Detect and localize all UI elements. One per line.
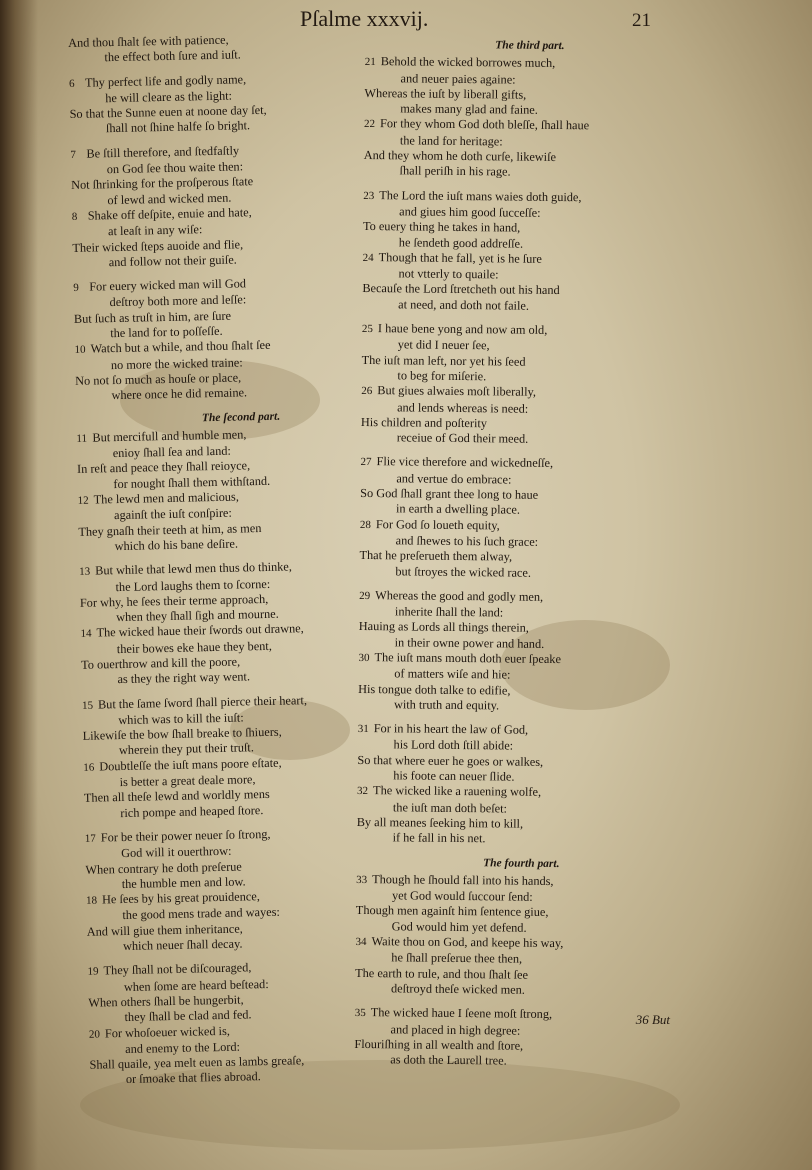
verse-text: Flouriſhing in all wealth and ſtore, — [354, 1036, 524, 1053]
verse-text: they ſhall be clad and fed. — [124, 1007, 252, 1025]
verse-text: the land for heritage: — [399, 133, 503, 149]
verse-text: Though he ſhould fall into his hands, — [372, 871, 554, 888]
verse-text: and vertue do embrace: — [396, 471, 512, 487]
verse-text: which do his bane deſire. — [114, 536, 239, 554]
verse-number: 10 — [74, 344, 86, 357]
verse-text: But giues alwaies moſt liberally, — [377, 383, 537, 400]
verse-number: 15 — [81, 699, 94, 712]
verse-text: Shake off deſpite, enuie and hate, — [87, 205, 252, 223]
stanza — [68, 29, 399, 66]
verse-text: where once he did remaine. — [111, 385, 248, 403]
verse-number: 13 — [79, 565, 91, 579]
verse-text: God will it ouerthrow: — [120, 844, 232, 861]
verse-text: The lewd men and malicious, — [93, 489, 239, 507]
verse-text: So that the Sunne euen at noone day ſet, — [69, 103, 267, 122]
stanza — [357, 721, 688, 849]
verse-text: his Lord doth ſtill abide: — [393, 737, 514, 754]
verse-text: for nought ſhall them withſtand. — [113, 473, 271, 491]
verse-text: rich pompe and heaped ſtore. — [120, 802, 264, 820]
verse-text: I haue bene yong and now am old, — [377, 321, 548, 337]
verse-text: So God ſhall grant thee long to haue — [360, 485, 539, 502]
verse-text: when ſome are heard beſtead: — [123, 976, 269, 994]
verse-text: inherite ſhall the land: — [394, 604, 504, 620]
verse-line — [362, 297, 692, 316]
stanza — [69, 69, 400, 138]
verse-text: Waite thou on God, and keepe his way, — [371, 934, 564, 951]
verse-line — [361, 430, 691, 449]
verse-number: 21 — [364, 56, 376, 69]
verse-number: 16 — [83, 761, 95, 774]
verse-text: For they whom God doth bleſſe, ſhall haue — [380, 116, 590, 133]
verse-text: as they the right way went. — [117, 669, 251, 687]
verse-text: Be ſtill therefore, and ſtedfaſtly — [86, 143, 240, 161]
verse-text: Watch but a while, and thou ſhalt ſee — [90, 338, 271, 356]
verse-line — [358, 697, 688, 716]
verse-text: he ſendeth good addreſſe. — [398, 234, 524, 251]
verse-number: 6 — [68, 77, 75, 90]
verse-number: 29 — [359, 589, 371, 602]
part-heading: The ſecond part. — [201, 410, 281, 424]
verse-text: The wicked haue I ſeene moſt ſtrong, — [370, 1005, 553, 1022]
verse-number: 28 — [359, 518, 371, 531]
verse-text: God would him yet defend. — [391, 919, 527, 935]
verse-text: For why, he ſees their terme approach, — [79, 591, 269, 610]
verse-text: Then all theſe lewd and worldly mens — [83, 787, 270, 806]
verse-number: 12 — [77, 494, 89, 507]
verse-text: no more the wicked traine: — [110, 355, 243, 372]
verse-text: and placed in high degree: — [390, 1021, 521, 1038]
verse-number: 14 — [80, 628, 92, 641]
verse-text: They ſhall not be diſcouraged, — [103, 960, 252, 978]
verse-number: 19 — [87, 965, 99, 979]
verse-text: deſtroy both more and leſſe: — [109, 292, 247, 310]
verse-text: if he fall in his net. — [392, 830, 486, 846]
verse-text: That he preſerueth them alway, — [359, 548, 513, 564]
verse-text: By all meanes ſeeking him to kill, — [356, 814, 524, 831]
verse-text: the Lord laughs them to ſcorne: — [115, 576, 271, 594]
verse-text: of lewd and wicked men. — [107, 190, 232, 207]
verse-number: 7 — [70, 148, 77, 161]
folio-number: 21 — [632, 10, 651, 31]
verse-text: The earth to rule, and thou ſhalt ſee — [355, 965, 529, 982]
verse-number: 34 — [355, 935, 367, 949]
verse-text: When contrary he doth preſerue — [85, 859, 242, 877]
verse-text: The wicked haue their ſwords out drawne, — [96, 621, 304, 640]
verse-text: enioy ſhall ſea and land: — [112, 443, 232, 461]
verse-text: againſt the iuſt conſpire: — [113, 505, 232, 523]
verse-text: and giues him good ſucceſſe: — [399, 204, 541, 220]
verse-text: and enemy to the Lord: — [125, 1039, 241, 1056]
part-heading: The fourth part. — [483, 856, 560, 870]
verse-text: And they whom he doth curſe, likewiſe — [363, 148, 557, 165]
verse-text: he ſhall preſerue thee then, — [391, 950, 523, 967]
verse-text: not vtterly to quaile: — [398, 266, 499, 282]
stanza — [364, 54, 695, 182]
verse-text: But the ſame ſword ſhall pierce their heart, — [97, 692, 308, 712]
verse-text: Likewiſe the bow ſhall breake to ſhiuers, — [82, 724, 282, 744]
verse-text: makes many glad and faine. — [400, 101, 538, 118]
verse-text: And thou ſhalt ſee with patience, — [68, 32, 229, 50]
verse-text: as doth the Laurell tree. — [390, 1052, 507, 1068]
verse-text: in their owne power and hand. — [394, 635, 545, 651]
verse-text: Behold the wicked borrowes much, — [380, 54, 556, 71]
verse-text: Shall quaile, yea melt euen as lambs greaſe, — [89, 1053, 305, 1072]
verse-text: So that where euer he goes or walkes, — [357, 752, 544, 769]
verse-text: and neuer paies againe: — [400, 70, 516, 87]
verse-number: 22 — [364, 118, 376, 131]
verse-line — [359, 563, 689, 582]
verse-text: The iuſt mans mouth doth euer ſpeake — [374, 650, 562, 667]
verse-text: Though men againſt him ſentence giue, — [355, 903, 549, 920]
verse-text: yet God would ſuccour ſend: — [391, 888, 533, 904]
verse-text: to beg for miſerie. — [397, 368, 487, 384]
verse-number: 17 — [84, 832, 96, 845]
verse-text: No not ſo much as houſe or place, — [75, 370, 242, 388]
verse-text: Flie vice therefore and wickedneſſe, — [376, 454, 554, 471]
verse-number: 25 — [361, 323, 373, 336]
verse-text: And will giue them inheritance, — [86, 921, 243, 939]
verse-text: For be their power neuer ſo ſtrong, — [100, 826, 271, 845]
verse-text: Becauſe the Lord ſtretcheth out his hand — [362, 281, 560, 298]
stanza — [358, 588, 689, 716]
verse-text: His children and poſterity — [360, 414, 488, 431]
verse-line — [364, 163, 694, 182]
psalm-title: Pſalme xxxvij. — [300, 6, 429, 31]
verse-text: When others ſhall be hungerbit, — [88, 992, 244, 1010]
verse-text: their bowes eke haue they bent, — [116, 638, 272, 656]
verse-text: His tongue doth talke to edifie, — [358, 681, 511, 698]
verse-text: his foote can neuer ſlide. — [393, 768, 515, 784]
stanza — [355, 872, 686, 1000]
verse-text: ſhall not ſhine halfe ſo bright. — [105, 118, 251, 136]
verse-text: They gnaſh their teeth at him, as men — [78, 520, 262, 539]
catchword: 36 But — [635, 1012, 670, 1027]
verse-text: the effect both ſure and iuſt. — [104, 47, 241, 65]
verse-text: To ouerthrow and kill the poore, — [81, 654, 241, 672]
stanza — [359, 454, 690, 582]
verse-text: But mercifull and humble men, — [92, 427, 247, 445]
verse-number: 35 — [354, 1007, 366, 1020]
verse-text: the land for to poſſeſſe. — [110, 323, 223, 341]
verse-text: ſhall periſh in his rage. — [399, 163, 511, 179]
verse-number: 23 — [363, 189, 375, 202]
verse-text: and ſhewes to his ſuch grace: — [395, 533, 539, 549]
verse-text: For euery wicked man will God — [89, 276, 247, 294]
verse-text: and follow not their guiſe. — [108, 252, 237, 270]
verse-text: Though that he fall, yet is he ſure — [378, 250, 542, 266]
part-heading: The third part. — [495, 39, 565, 53]
verse-text: which was to kill the iuſt: — [118, 710, 244, 727]
page-spine-shadow — [0, 0, 38, 1170]
verse-text: at need, and doth not faile. — [398, 297, 530, 313]
verse-text: on God ſee thou waite then: — [106, 159, 244, 177]
verse-number: 30 — [358, 651, 370, 665]
verse-text: Doubtleſſe the iuſt mans poore eſtate, — [99, 755, 282, 774]
right-text-column — [354, 36, 695, 1080]
verse-number: 24 — [362, 251, 374, 264]
verse-text: wherein they put their truſt. — [118, 740, 254, 758]
verse-text: The wicked like a rauening wolfe, — [373, 783, 542, 800]
verse-text: which neuer ſhall decay. — [122, 936, 243, 954]
verse-text: deſtroyd theſe wicked men. — [390, 981, 525, 997]
verse-text: the good mens trade and wayes: — [122, 905, 280, 923]
verse-text: Thy perfect life and godly name, — [84, 71, 247, 90]
verse-text: with truth and equity. — [393, 697, 500, 713]
verse-text: In reſt and peace they ſhall reioyce, — [76, 458, 251, 477]
verse-number: 33 — [356, 873, 368, 886]
verse-number: 11 — [76, 432, 88, 445]
verse-line — [355, 981, 685, 1000]
stanza — [73, 273, 406, 404]
verse-number: 27 — [360, 456, 372, 469]
verse-text: For in his heart the law of God, — [373, 721, 529, 737]
verse-text: or ſmoake that flies abroad. — [125, 1069, 261, 1087]
stanza — [70, 140, 403, 271]
verse-text: the humble men and low. — [121, 874, 246, 891]
stanza — [362, 188, 693, 316]
verse-text: The Lord the iuſt mans waies doth guide, — [379, 187, 582, 204]
verse-number: 32 — [357, 785, 369, 798]
verse-text: is better a great deale more, — [119, 772, 256, 790]
verse-text: Their wicked ſteps auoide and flie, — [72, 236, 244, 255]
verse-text: To euery thing he takes in hand, — [362, 219, 521, 235]
verse-text: He ſees by his great prouidence, — [101, 889, 260, 907]
verse-text: the iuſt man doth beſet: — [392, 799, 508, 816]
verse-text: but ſtroyes the wicked race. — [395, 563, 532, 580]
verse-text: But while that lewd men thus do thinke, — [95, 559, 293, 578]
verse-number: 8 — [71, 210, 78, 223]
verse-text: But ſuch as truſt in him, are ſure — [73, 308, 232, 326]
verse-line — [357, 830, 687, 849]
verse-number: 18 — [85, 894, 98, 907]
verse-number: 31 — [357, 723, 369, 736]
verse-text: in earth a dwelling place. — [395, 501, 521, 517]
verse-text: Not ſhrinking for the proſperous ſtate — [70, 174, 254, 193]
stanza — [361, 321, 692, 449]
verse-text: Hauing as Lords all things therein, — [358, 619, 529, 636]
verse-number: 26 — [361, 385, 373, 398]
verse-text: he will cleare as the light: — [105, 88, 233, 106]
verse-text: when they ſhall ſigh and mourne. — [116, 606, 279, 625]
verse-number: 9 — [73, 281, 79, 295]
verse-text: receiue of God their meed. — [396, 430, 529, 446]
verse-text: The iuſt man left, nor yet his ſeed — [361, 352, 526, 369]
verse-text: For whoſoeuer wicked is, — [104, 1023, 231, 1040]
verse-text: For God ſo loueth equity, — [375, 516, 500, 533]
verse-text: Whereas the good and godly men, — [375, 587, 544, 604]
verse-text: at leaſt in any wiſe: — [107, 222, 203, 239]
verse-line — [354, 1052, 684, 1071]
verse-text: yet did I neuer ſee, — [397, 337, 490, 353]
verse-number: 20 — [88, 1028, 101, 1041]
verse-text: and lends whereas is need: — [397, 399, 529, 416]
verse-text: Whereas the iuſt by liberall gifts, — [364, 85, 527, 102]
verse-text: of matters wiſe and hie: — [394, 666, 511, 682]
